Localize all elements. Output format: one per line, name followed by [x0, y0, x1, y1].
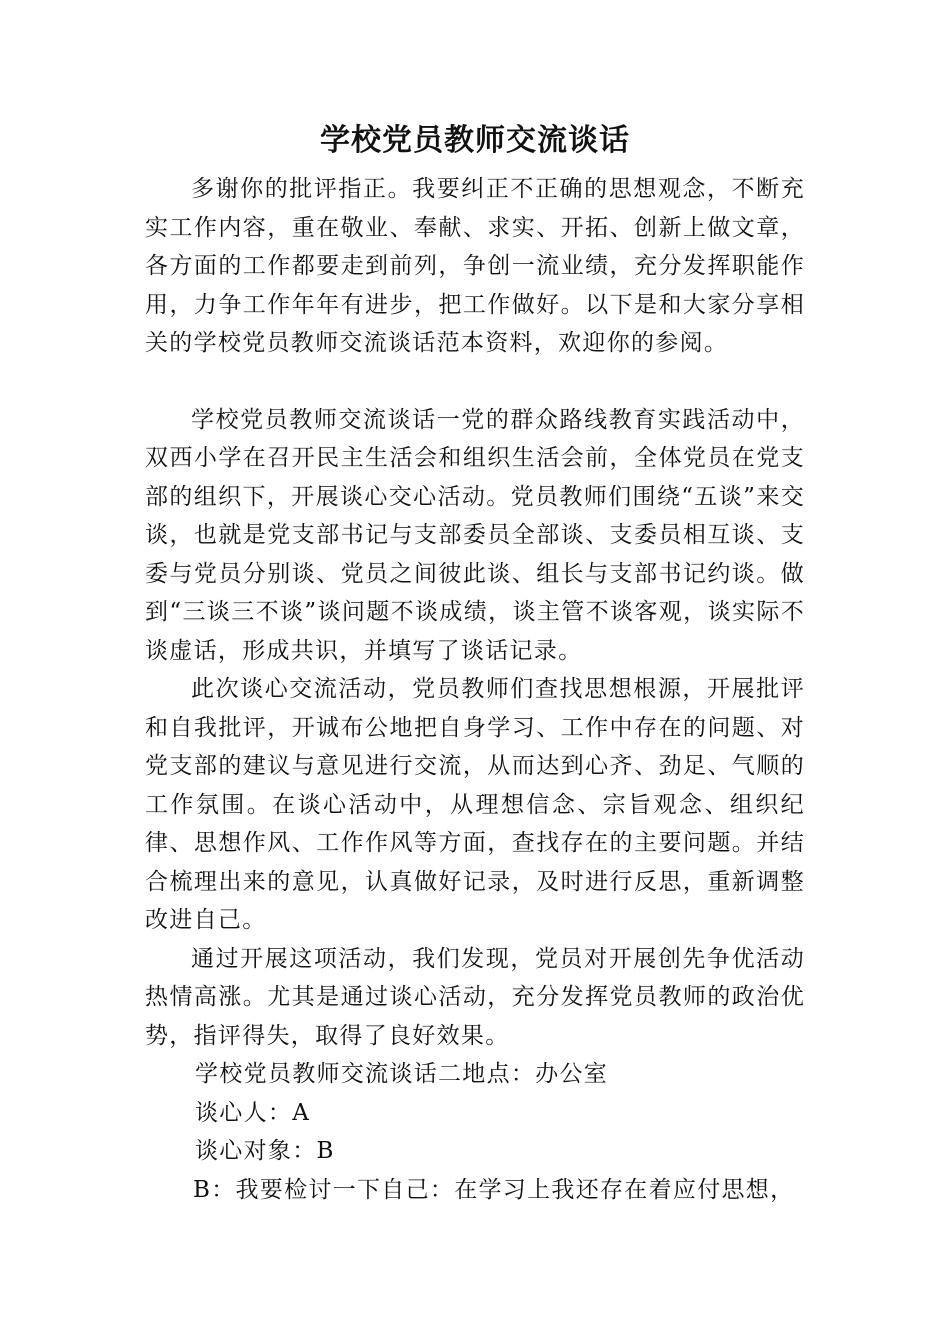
body-paragraph-1: 学校党员教师交流谈话一党的群众路线教育实践活动中，双西小学在召开民主生活会和组织生活会前，全体党员在党支部的组织下，开展谈心交心活动。党员教师们围绕“五谈”来交谈，也就是党支部书记与支部委员全部谈、支委员相互谈、支委与党员分别谈、党员之间彼此谈、组长与支部书记约谈。做到“三谈三不谈”谈问题不谈成绩，谈主管不谈客观，谈实际不谈虚话，形成共识，并填写了谈话记录。: [145, 406, 805, 664]
paragraph-spacer: [145, 363, 805, 401]
body-paragraph-3: 通过开展这项活动，我们发现，党员对开展创先争优活动热情高涨。尤其是通过谈心活动，充分发挥党员教师的政治优势，指评得失，取得了良好效果。: [145, 945, 805, 1049]
intro-paragraph: 多谢你的批评指正。我要纠正不正确的思想观念，不断充实工作内容，重在敬业、奉献、求实、开拓、创新上做文章，各方面的工作都要走到前列，争创一流业绩，充分发挥职能作用，力争工作年年有进步，把工作做好。以下是和大家分享相关的学校党员教师交流谈话范本资料，欢迎你的参阅。: [145, 176, 805, 356]
body-paragraph-2: 此次谈心交流活动，党员教师们查找思想根源，开展批评和自我批评，开诚布公地把自身学习、工作中存在的问题、对党支部的建议与意见进行交流，从而达到心齐、劲足、气顺的工作氛围。在谈心活动中，从理想信念、宗旨观念、组织纪律、思想作风、工作作风等方面，查找存在的主要问题。并结合梳理出来的意见，认真做好记录，及时进行反思，重新调整改进自己。: [145, 676, 805, 933]
b-statement-line: B：我要检讨一下自己：在学习上我还存在着应付思想，: [193, 1176, 795, 1203]
document-page: [145, 112, 805, 1209]
document-title: 学校党员教师交流谈话: [320, 123, 630, 158]
target-line: 谈心对象：B: [195, 1138, 335, 1164]
talker-line: 谈心人：A: [195, 1099, 311, 1126]
location-line: 学校党员教师交流谈话二地点：办公室: [195, 1061, 609, 1087]
